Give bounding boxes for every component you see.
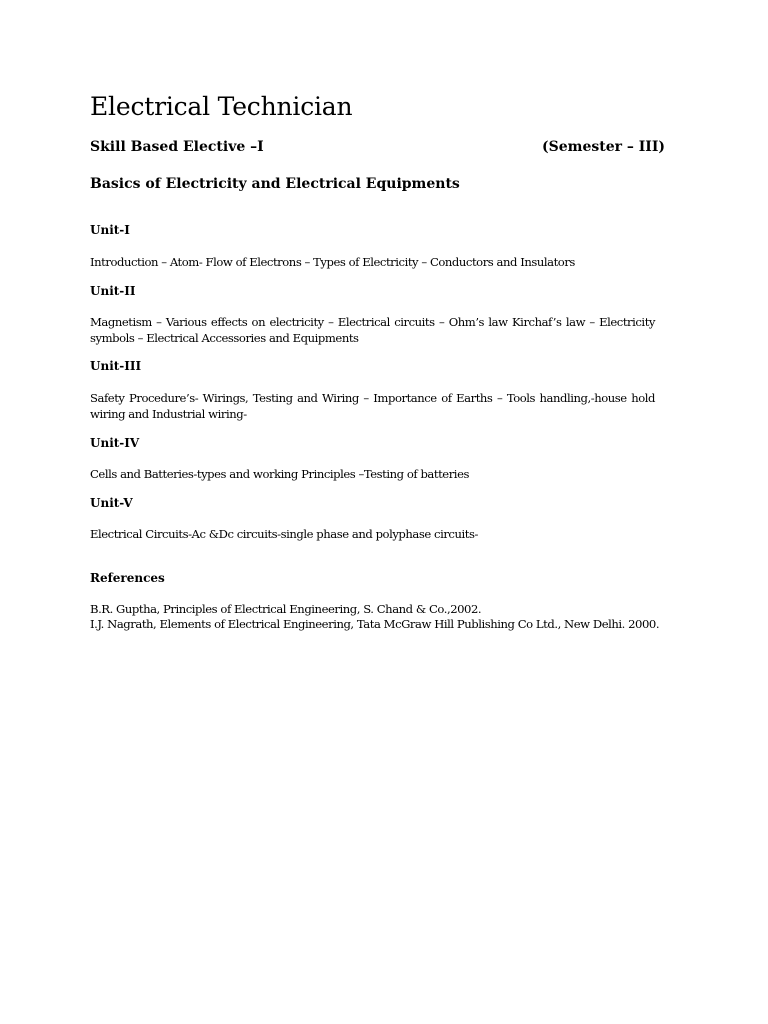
unit-heading: Unit-III xyxy=(90,359,142,373)
unit-heading: Unit-I xyxy=(90,223,130,237)
unit-heading: Unit-IV xyxy=(90,436,140,450)
unit-description: Safety Procedure’s- Wirings, Testing and Wiring – Importance of Earths – Tools handling,-house hold wiring and Industrial wiring- xyxy=(90,391,655,421)
reference-item: I.J. Nagrath, Elements of Electrical Engineering, Tata McGraw Hill Publishing Co Ltd., New Delhi. 2000. xyxy=(90,617,660,631)
semester-label: (Semester – III) xyxy=(542,139,666,155)
unit-description: Introduction – Atom- Flow of Electrons – Types of Electricity – Conductors and Insulators xyxy=(90,255,575,269)
unit-description: Cells and Batteries-types and working Principles –Testing of batteries xyxy=(90,467,469,481)
references-heading: References xyxy=(90,571,165,585)
reference-item: B.R. Guptha, Principles of Electrical Engineering, S. Chand & Co.,2002. xyxy=(90,602,482,616)
unit-description: Magnetism – Various effects on electricity – Electrical circuits – Ohm’s law Kirchaf’s law – Electricity symbols – Electrical Accessories and Equipments xyxy=(90,315,655,345)
unit-heading: Unit-II xyxy=(90,284,136,298)
course-title: Basics of Electricity and Electrical Equipments xyxy=(90,176,460,192)
unit-description: Electrical Circuits-Ac &Dc circuits-single phase and polyphase circuits- xyxy=(90,527,478,541)
elective-label: Skill Based Elective –I xyxy=(90,139,264,155)
page-title: Electrical Technician xyxy=(90,92,353,121)
unit-heading: Unit-V xyxy=(90,496,133,510)
